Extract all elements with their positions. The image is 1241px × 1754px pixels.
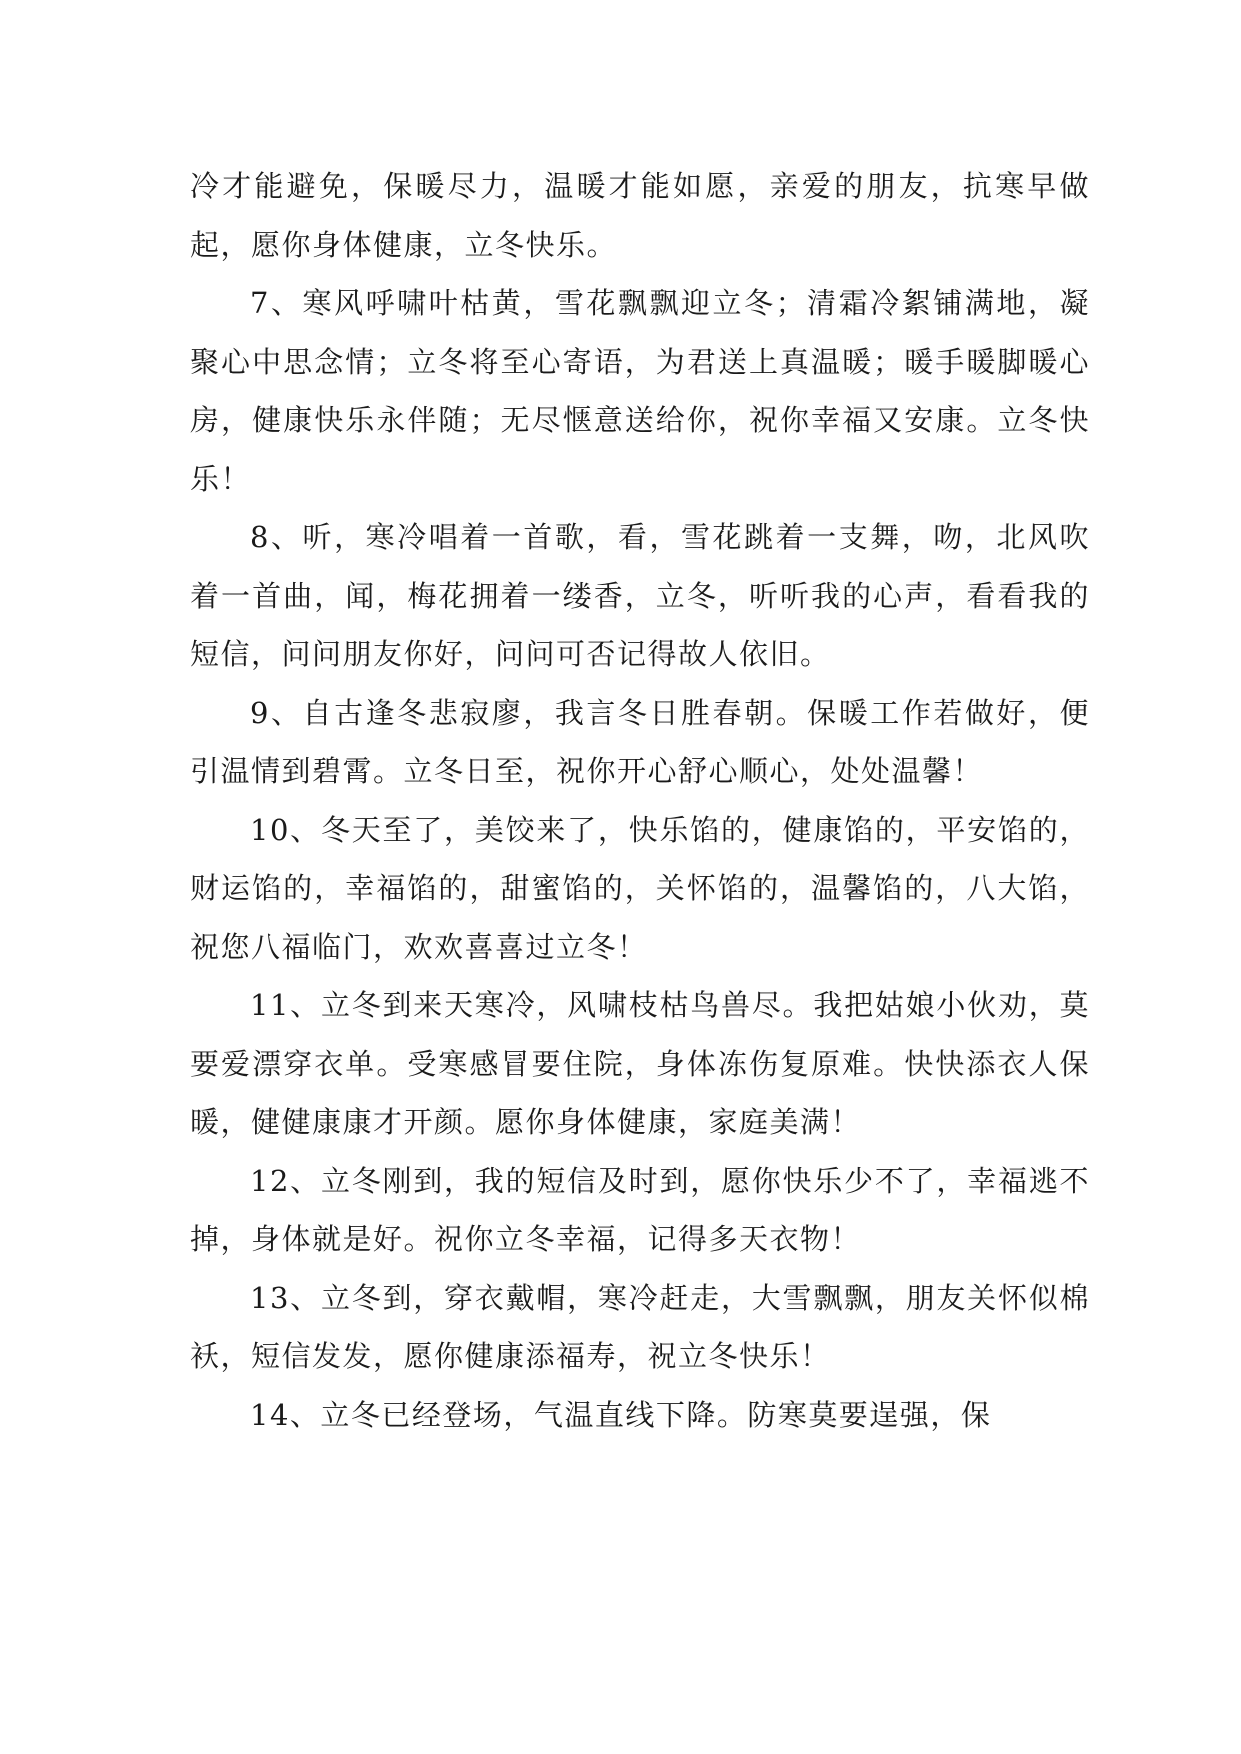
paragraph-8: 8、听，寒冷唱着一首歌，看，雪花跳着一支舞，吻，北风吹着一首曲，闻，梅花拥着一缕香，立冬，听听我的心声，看看我的短信，问问朋友你好，问问可否记得故人依旧。: [190, 520, 1090, 671]
paragraph-7: 7、寒风呼啸叶枯黄，雪花飘飘迎立冬；清霜冷絮铺满地，凝聚心中思念情；立冬将至心寄语，为君送上真温暖；暖手暖脚暖心房，健康快乐永伴随；无尽惬意送给你，祝你幸福又安康。立冬快乐！: [190, 286, 1090, 496]
paragraph-10: 10、冬天至了，美饺来了，快乐馅的，健康馅的，平安馅的，财运馅的，幸福馅的，甜蜜馅的，关怀馅的，温馨馅的，八大馅，祝您八福临门，欢欢喜喜过立冬！: [190, 812, 1090, 964]
paragraph-9: 9、自古逢冬悲寂廖，我言冬日胜春朝。保暖工作若做好，便引温情到碧霄。立冬日至，祝你开心舒心顺心，处处温馨！: [190, 695, 1090, 788]
paragraph-12: 12、立冬刚到，我的短信及时到，愿你快乐少不了，幸福逃不掉，身体就是好。祝你立冬幸福，记得多天衣物！: [190, 1163, 1090, 1256]
paragraph-continuation: 冷才能避免，保暖尽力，温暖才能如愿，亲爱的朋友，抗寒早做起，愿你身体健康，立冬快乐。: [190, 169, 1090, 262]
paragraph-14: 14、立冬已经登场，气温直线下降。防寒莫要逞强，保: [250, 1397, 992, 1432]
document-page: [190, 157, 1090, 1444]
paragraph-11: 11、立冬到来天寒冷，风啸枝枯鸟兽尽。我把姑娘小伙劝，莫要爱漂穿衣单。受寒感冒要住院，身体冻伤复原难。快快添衣人保暖，健健康康才开颜。愿你身体健康，家庭美满！: [190, 988, 1090, 1139]
paragraph-13: 13、立冬到，穿衣戴帽，寒冷赶走，大雪飘飘，朋友关怀似棉袄，短信发发，愿你健康添福寿，祝立冬快乐！: [190, 1280, 1090, 1373]
